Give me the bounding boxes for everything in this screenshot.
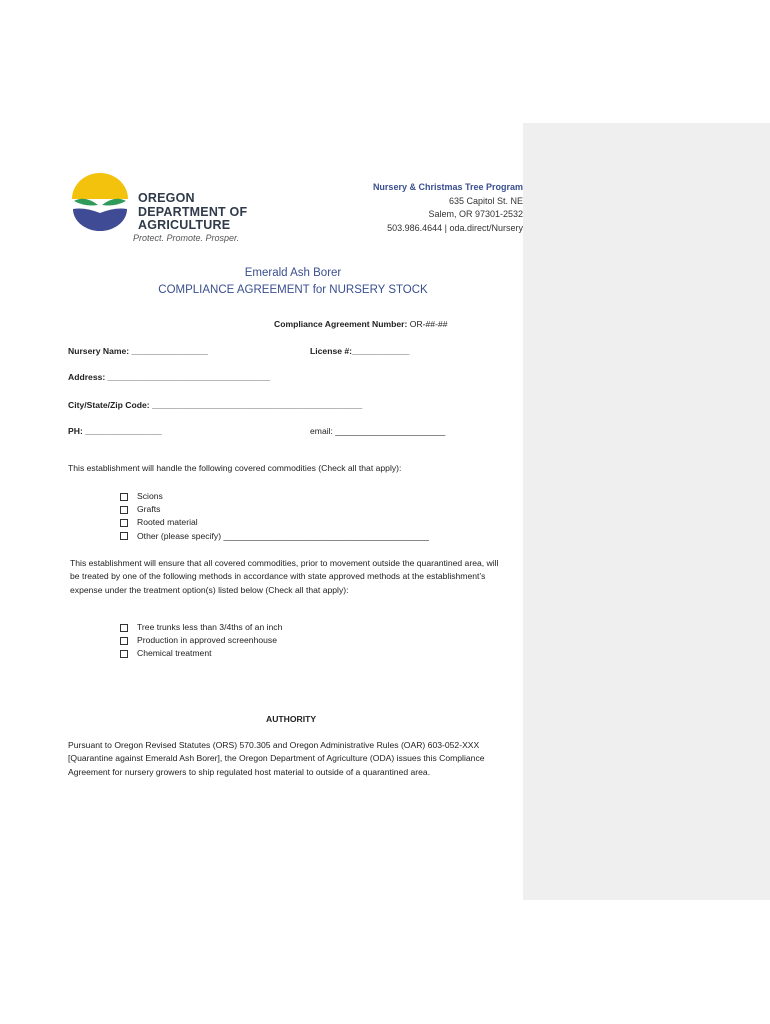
commodity-option-scions[interactable] <box>120 490 429 503</box>
treatment-option-screenhouse[interactable] <box>120 634 282 647</box>
treatment-list <box>120 621 282 661</box>
checkbox[interactable] <box>120 650 128 658</box>
document-subtitle: COMPLIANCE AGREEMENT for NURSERY STOCK <box>158 284 428 296</box>
contact-block <box>330 181 523 235</box>
treatment-option-chemical[interactable] <box>120 647 282 660</box>
commodity-label: Grafts <box>137 504 161 515</box>
commodity-option-grafts[interactable] <box>120 503 429 516</box>
treatment-label: Chemical treatment <box>137 648 212 659</box>
commodity-label: Scions <box>137 491 163 501</box>
agreement-number-label: Compliance Agreement Number: <box>274 319 408 329</box>
authority-heading: AUTHORITY <box>266 714 317 724</box>
treatment-label: Tree trunks less than 3/4ths of an inch <box>137 622 283 632</box>
agreement-number <box>274 319 448 329</box>
treatment-option-trunks[interactable] <box>120 621 282 634</box>
checkbox[interactable] <box>120 493 128 501</box>
program-name: Nursery & Christmas Tree Program <box>372 182 523 192</box>
commodity-option-other[interactable] <box>120 530 429 543</box>
email-field[interactable]: email: _______________________ <box>310 426 446 436</box>
address-field[interactable]: Address: __________________________________ <box>68 372 271 382</box>
org-name-line: DEPARTMENT OF <box>138 204 248 219</box>
license-field[interactable]: License #:____________ <box>310 346 410 356</box>
treatment-intro: This establishment will ensure that all covered commodities, prior to movement outside the quarantined area, will be treated by one of the following methods in accordance with state approved methods at the establishment’s expense under the treatment option(s) listed below (Check all that apply): <box>70 558 499 595</box>
checkbox[interactable] <box>120 532 128 540</box>
commodity-option-rooted[interactable] <box>120 516 429 529</box>
org-name-line: OREGON <box>138 191 195 205</box>
document-title: Emerald Ash Borer <box>244 267 342 279</box>
org-name-line: AGRICULTURE <box>138 218 231 232</box>
org-name <box>138 192 247 233</box>
checkbox[interactable] <box>120 637 128 645</box>
commodity-label: Other (please specify) ___________________________________________ <box>137 530 429 541</box>
checkbox[interactable] <box>120 519 128 527</box>
checkbox[interactable] <box>120 506 128 514</box>
nursery-name-field[interactable]: Nursery Name: ________________ <box>68 346 208 356</box>
city-state-zip-field[interactable]: City/State/Zip Code: ____________________________________________ <box>68 400 363 410</box>
city-address: Salem, OR 97301-2532 <box>428 209 523 219</box>
checkbox[interactable] <box>120 624 128 632</box>
commodities-list <box>120 490 429 543</box>
treatment-label: Production in approved screenhouse <box>137 635 277 646</box>
commodity-label: Rooted material <box>137 517 198 528</box>
commodities-intro: This establishment will handle the following covered commodities (Check all that apply): <box>68 463 402 473</box>
oda-logo-icon <box>70 173 130 231</box>
side-panel <box>523 123 770 900</box>
phone-website: 503.986.4644 | oda.direct/Nursery <box>387 222 523 233</box>
street-address: 635 Capitol St. NE <box>448 195 523 206</box>
tagline: Protect. Promote. Prosper. <box>133 233 240 243</box>
authority-text: Pursuant to Oregon Revised Statutes (ORS) 570.305 and Oregon Administrative Rules (OAR) 603-052-XXX [Quarantine against Emerald Ash Borer], the Oregon Department of Agriculture (ODA) issues this Compliance Agreement for nursery growers to ship regulated host material to outside of a quarantined area. <box>68 740 485 777</box>
agreement-number-value: OR-##-## <box>407 319 448 329</box>
phone-field[interactable]: PH: ________________ <box>68 426 162 436</box>
